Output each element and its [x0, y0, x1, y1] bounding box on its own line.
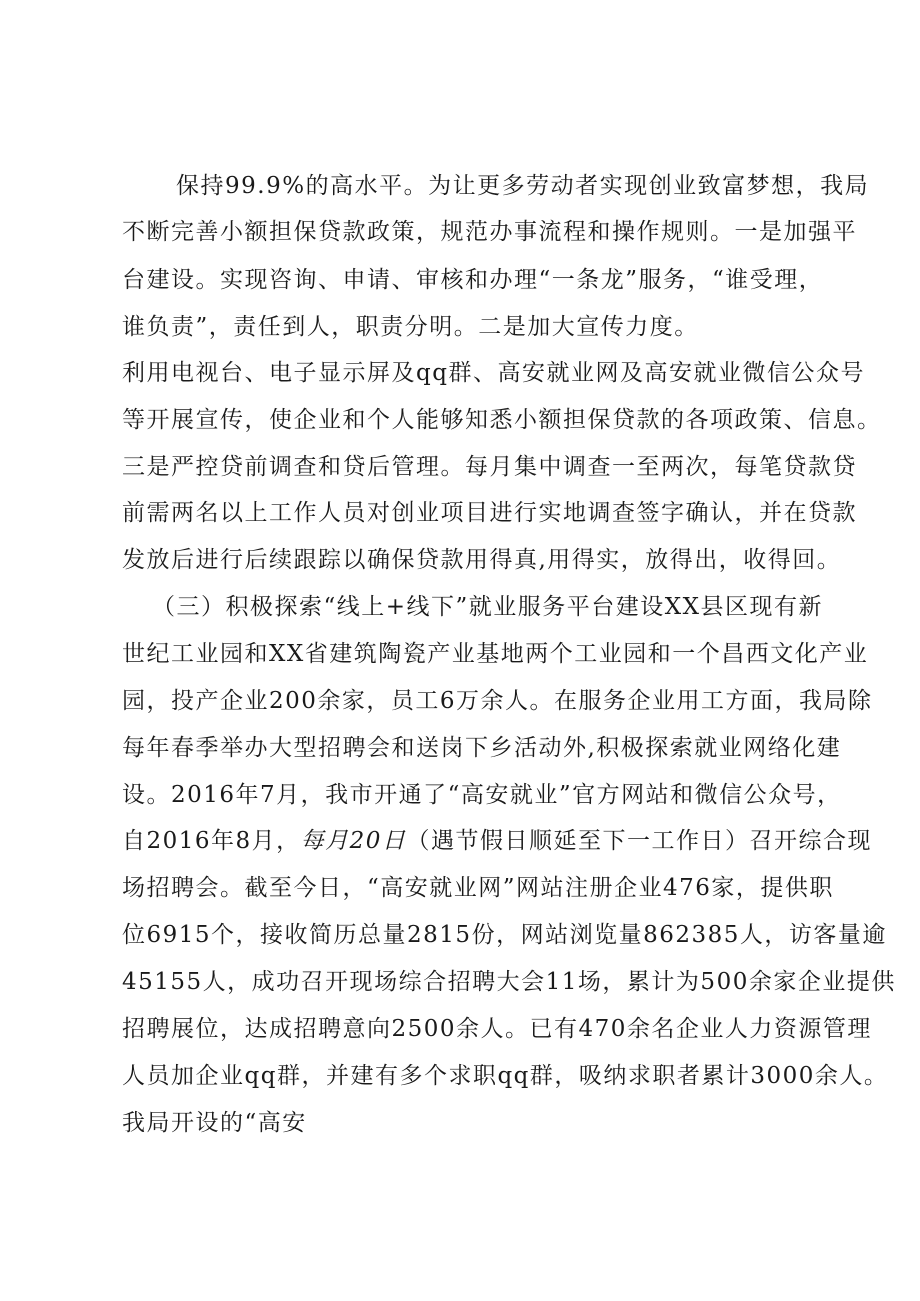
text-line-10: （三）积极探索“线上+线下”就业服务平台建设XX县区现有新	[152, 594, 824, 620]
text-line-1: 保持99.9%的高水平。为让更多劳动者实现创业致富梦想，我局	[176, 173, 870, 199]
text-line-12: 园，投产企业200余家，员工6万余人。在服务企业用工方面，我局除	[122, 688, 873, 714]
text-line-15-end: （遇节假日顺延至下一工作日）召开综合现	[406, 828, 872, 854]
text-line-15-start: 自2016年8月，	[122, 828, 301, 854]
text-line-15-italic: 每月20日	[300, 828, 407, 854]
text-line-5: 利用电视台、电子显示屏及qq群、高安就业网及高安就业微信公众号	[122, 360, 865, 386]
text-line-15	[122, 826, 872, 856]
text-line-21: 我局开设的“高安	[122, 1110, 307, 1136]
text-line-11: 世纪工业园和XX省建筑陶瓷产业基地两个工业园和一个昌西文化产业	[122, 641, 869, 667]
text-line-20: 人员加企业qq群，并建有多个求职qq群，吸纳求职者累计3000余人。	[122, 1063, 889, 1089]
text-line-9: 发放后进行后续跟踪以确保贷款用得真,用得实，放得出，收得回。	[122, 547, 842, 573]
text-line-8: 前需两名以上工作人员对创业项目进行实地调查签字确认，并在贷款	[122, 500, 857, 526]
text-line-6: 等开展宣传，使企业和个人能够知悉小额担保贷款的各项政策、信息。	[122, 407, 882, 433]
text-line-19: 招聘展位，达成招聘意向2500余人。已有470余名企业人力资源管理	[122, 1016, 872, 1042]
text-line-14: 设。2016年7月，我市开通了“高安就业”官方网站和微信公众号，	[122, 782, 842, 808]
text-line-3: 台建设。实现咨询、申请、审核和办理“一条龙”服务，“谁受理，	[122, 267, 824, 293]
text-line-17: 位6915个，接收简历总量2815份，网站浏览量862385人，访客量逾	[122, 922, 887, 948]
text-line-2: 不断完善小额担保贷款政策，规范办事流程和操作规则。一是加强平	[122, 219, 857, 245]
text-line-13: 每年春季举办大型招聘会和送岗下乡活动外,积极探索就业网络化建	[122, 735, 842, 761]
text-line-18: 45155人，成功召开现场综合招聘大会11场，累计为500余家企业提供	[122, 969, 896, 995]
text-line-4: 谁负责”，责任到人，职责分明。二是加大宣传力度。	[122, 314, 699, 340]
text-line-7: 三是严控贷前调查和贷后管理。每月集中调查一至两次，每笔贷款贷	[122, 454, 857, 480]
text-line-16: 场招聘会。截至今日，“高安就业网”网站注册企业476家，提供职	[122, 875, 834, 901]
